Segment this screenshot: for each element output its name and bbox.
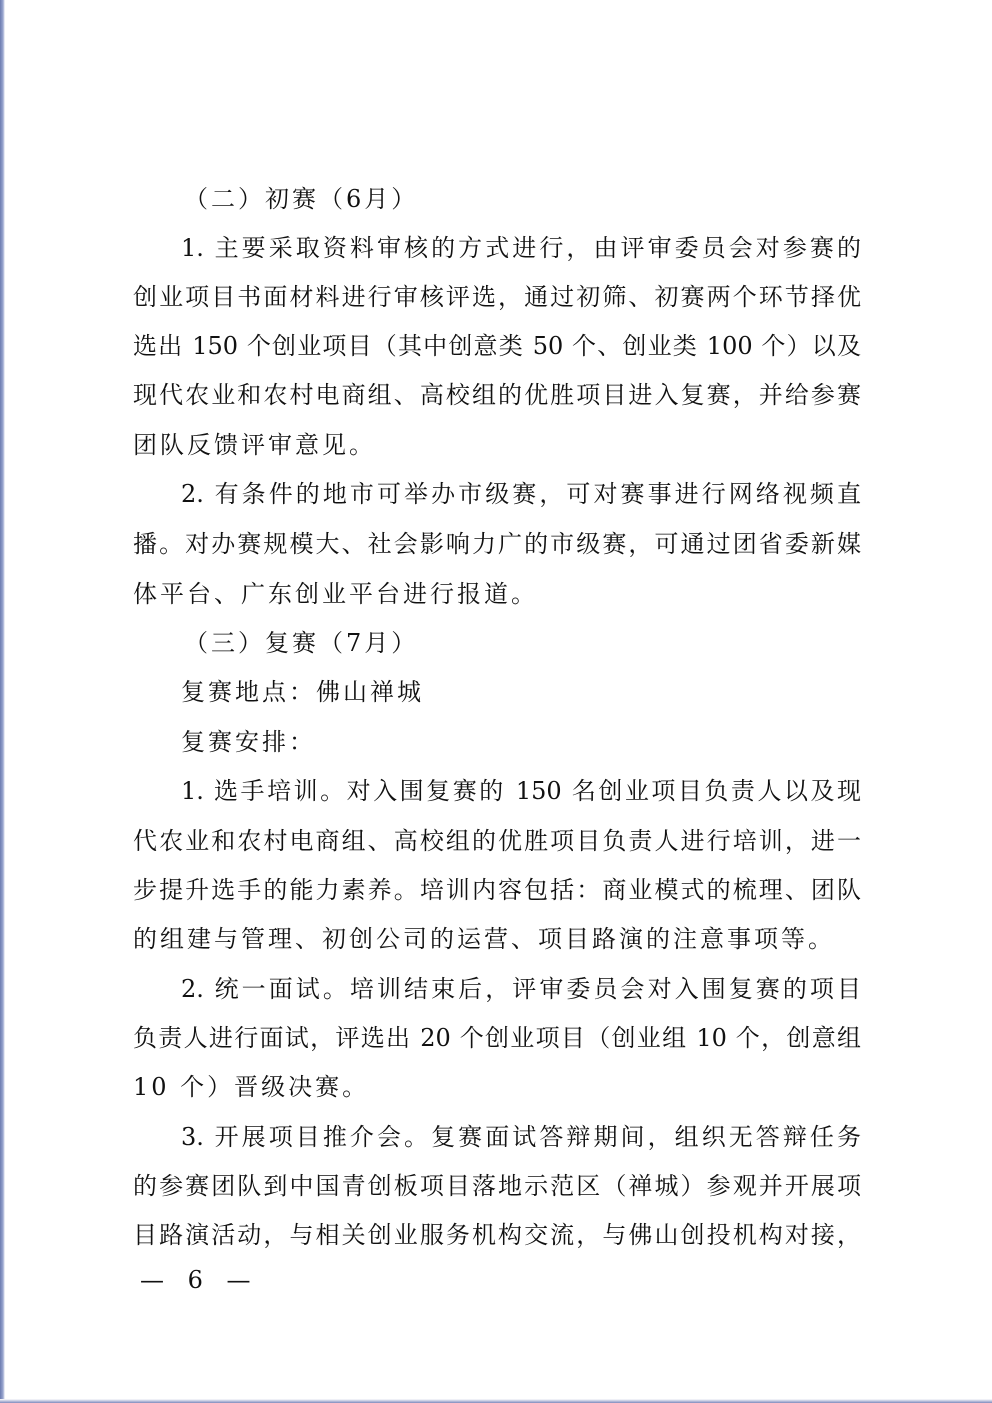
paragraph-line: 体平台、广东创业平台进行报道。	[133, 580, 538, 608]
section-three-heading: （三）复赛（7月）	[184, 629, 419, 657]
page-number: — 6 —	[140, 1266, 259, 1294]
paragraph-line: 目路演活动，与相关创业服务机构交流，与佛山创投机构对接，	[133, 1221, 861, 1249]
paragraph-line: 1. 主要采取资料审核的方式进行，由评审委员会对参赛的	[181, 234, 861, 262]
paragraph-line: 的组建与管理、初创公司的运营、项目路演的注意事项等。	[133, 925, 835, 953]
venue-line: 复赛地点：佛山禅城	[181, 678, 424, 706]
paragraph-line: 10 个）晋级决赛。	[133, 1073, 370, 1101]
paragraph-line: 播。对办赛规模大、社会影响力广的市级赛，可通过团省委新媒	[133, 530, 861, 558]
paragraph-line: 现代农业和农村电商组、高校组的优胜项目进入复赛，并给参赛	[133, 381, 861, 409]
paragraph-line: 1. 选手培训。对入围复赛的 150 名创业项目负责人以及现	[181, 777, 861, 805]
paragraph-line: 代农业和农村电商组、高校组的优胜项目负责人进行培训，进一	[133, 827, 861, 855]
paragraph-line: 步提升选手的能力素养。培训内容包括：商业模式的梳理、团队	[133, 876, 861, 904]
section-two-heading: （二）初赛（6月）	[184, 185, 419, 213]
paragraph-line: 创业项目书面材料进行审核评选，通过初筛、初赛两个环节择优	[133, 283, 861, 311]
paragraph-line: 选出 150 个创业项目（其中创意类 50 个、创业类 100 个）以及	[133, 332, 861, 360]
paragraph-line: 的参赛团队到中国青创板项目落地示范区（禅城）参观并开展项	[133, 1172, 861, 1200]
paragraph-line: 负责人进行面试，评选出 20 个创业项目（创业组 10 个，创意组	[133, 1024, 861, 1052]
paragraph-line: 2. 有条件的地市可举办市级赛，可对赛事进行网络视频直	[181, 480, 861, 508]
paragraph-line: 团队反馈评审意见。	[133, 431, 376, 459]
paragraph-line: 3. 开展项目推介会。复赛面试答辩期间，组织无答辩任务	[181, 1123, 861, 1151]
paragraph-line: 2. 统一面试。培训结束后，评审委员会对入围复赛的项目	[181, 975, 861, 1003]
arrangement-heading: 复赛安排：	[181, 728, 316, 756]
